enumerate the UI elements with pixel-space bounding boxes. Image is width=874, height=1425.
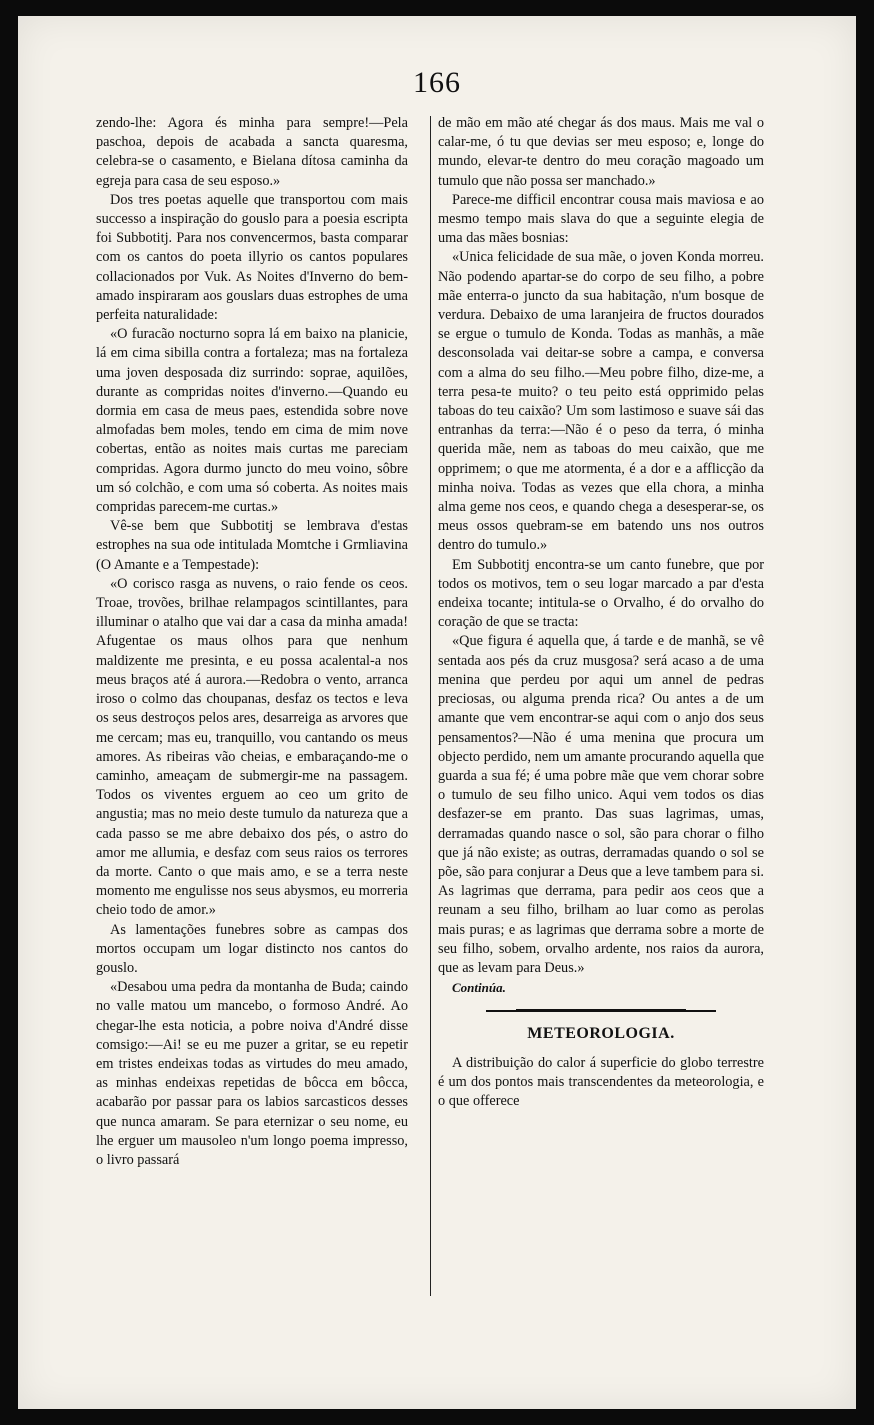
column-divider <box>430 116 431 1296</box>
right-column <box>438 114 764 1111</box>
paragraph: A distribuição do calor á superficie do globo terrestre é um dos pontos mais transcendentes da meteorologia, e o que offerece <box>438 1054 764 1109</box>
paragraph: Dos tres poetas aquelle que transportou com mais successo a inspiração do gouslo para a poesia escripta foi Subbotitj. Para nos convencermos, basta comparar com os cantos do poeta illyrio os cantos populares collacionados por Vuk. As Noites d'Inverno do bem-amado inspiraram aos gouslars duas estrophes de uma perfeita naturalidade: <box>96 191 408 324</box>
paragraph: zendo-lhe: Agora és minha para sempre!—Pela paschoa, depois de acabada a sancta quaresma, celebra-se o casamento, e Bielana dítosa caminha da egreja para casa de seu esposo.» <box>96 115 408 189</box>
paragraph: Parece-me difficil encontrar cousa mais maviosa e ao mesmo tempo mais slava do que a seguinte elegia de uma das mães bosnias: <box>438 191 764 247</box>
page-number: 166 <box>413 66 461 99</box>
paragraph: «Que figura é aquella que, á tarde e de manhã, se vê sentada aos pés da cruz musgosa? será acaso a de uma menina que perdeu por aqui um annel de pedras preciosas, ou alguma prenda rica? Ou antes a de um amante que vem encontrar-se aqui com o anjo dos seus pensamentos?—Não é uma menina que procura um objecto perdido, nem um amante procurando aquella que guarda a sua fé; é uma pobre mãe que vem chorar sobre o tumulo de seu filho unico. Aqui vem todos os dias desfazer-se em pranto. Das suas lagrimas, umas, derramadas quando nasce o sol, são para chorar o filho que já não existe; as outras, derramadas quando o sol se põe, são para conjurar a Deus que a leve tambem para si. As lagrimas que derrama, para pedir aos ceos que a reunam a seu filho, brilham ao luar como as perolas mais puras; e as lagrimas que derrama sobre a morte de seu filho, sobem, orvalho ardente, nos raios da aurora, que as levam para Deus.» <box>438 633 764 976</box>
paragraph: Vê-se bem que Subbotitj se lembrava d'estas estrophes na sua ode intitulada Momtche i Grmliavina (O Amante e a Tempestade): <box>96 518 408 573</box>
paragraph: Em Subbotitj encontra-se um canto funebre, que por todos os motivos, tem o seu logar marcado a par d'esta endeixa tocante; intitula-se o Orvalho, é do orvalho do coração de que se tracta: <box>438 556 764 631</box>
paragraph: «Unica felicidade de sua mãe, o joven Konda morreu. Não podendo apartar-se do corpo de seu filho, a pobre mãe enterra-o juncto da sua habitação, n'um bosque de verdura. Debaixo de uma laranjeira de fructos dourados se ergue o tumulo de Konda. Todas as manhãs, a mãe desconsolada vai deitar-se sobre a campa, e conversa com a alma do seu filho.—Meu pobre filho, dize-me, a terra pesa-te muito? o teu peito está opprimido pelas taboas do teu caixão? Um som lastimoso e suave sái das entranhas da terra:—Não é o peso da terra, ó minha querida mãe, nem as taboas do meu caixão, que me opprimem; o que me atormenta, é a dor e a afflicção da minha noiva. Todas as vezes que ella chora, a minha alma geme nos ceos, e quando chega a desesperar-se, os meus ossos quebram-se em batendo uns nos outros dentro do tumulo.» <box>438 249 764 554</box>
section-rule <box>516 1009 686 1012</box>
left-column <box>96 114 408 1170</box>
paragraph: «O furacão nocturno sopra lá em baixo na planicie, lá em cima sibilla contra a fortaleza; mas na fortaleza uma joven desposada diz surrindo: soprae, aquilões, durante as compridas noites d'inverno.—Quando eu dormia em casa de meus paes, estendida sobre nove almofadas bem moles, tendo em cima de mim nove cobertas, então as noites mais curtas me pareciam compridas. Agora durmo juncto do meu voino, sôbre um só colchão, e com uma só coberta. As noites mais compridas parecem-me curtas.» <box>96 326 408 516</box>
paragraph: As lamentações funebres sobre as campas dos mortos occupam um logar distincto nos cantos do gouslo. <box>96 921 408 976</box>
paragraph: de mão em mão até chegar ás dos maus. Mais me val o calar-me, ó tu que devias ser meu esposo; e, longe do mundo, elevar-te dentro do meu coração magoado um tumulo que não possa ser manchado.» <box>438 115 764 189</box>
section-title: METEOROLOGIA. <box>527 1025 675 1043</box>
newspaper-page <box>18 16 856 1409</box>
paragraph: «O corisco rasga as nuvens, o raio fende os ceos. Troae, trovões, brilhae relampagos scintillantes, para illuminar o atalho que vai dar a casa da minha amada! Afugentae os maus olhos para que nenhum maldizente me presinta, e eu possa acalental-a nos meus braços até á aurora.—Redobra o vento, arranca iroso o colmo das choupanas, desfaz os tectos e leva os seus destroços pelos ares, desarreiga as arvores que me cercam; mas eu, tranquillo, vou cantando os meus amores. As ribeiras vão cheias, e embaraçando-me o caminho, ameaçam de submergir-me na passagem. Todos os viventes erguem ao ceo um grito de angustia; mas no meio deste tumulo da natureza que a cada passo se me abre debaixo dos pés, o astro do amor me allumia, e desfaz com seus raios os terrores da morte. Canto o que mais amo, e se a terra neste momento me engulisse nos seus abysmos, eu morreria cheio todo de amor.» <box>96 575 408 919</box>
continua-note: Continúa. <box>452 980 506 996</box>
paragraph: «Desabou uma pedra da montanha de Buda; caindo no valle matou um mancebo, o formoso André. Ao chegar-lhe esta noticia, a pobre noiva d'André disse comsigo:—Ai! se eu me puzer a gritar, se eu repetir em tristes endeixas todas as virtudes do meu amado, as minhas endeixas repetidas de bôcca em bôcca, acabarão por passar para os labios sarcasticos desses que nunca amaram. Se para eternizar o seu nome, eu lhe erguer um mausoleo n'um longo poema impresso, o livro passará <box>96 979 408 1168</box>
